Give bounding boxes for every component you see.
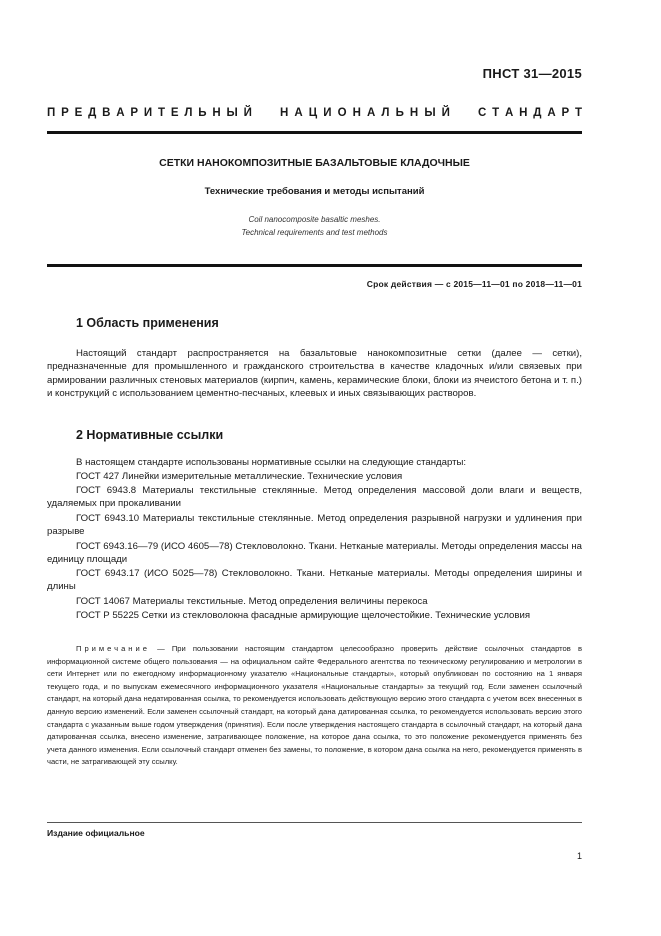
- standard-type-word-2: Н А Ц И О Н А Л Ь Н Ы Й: [280, 107, 450, 119]
- reference-note: [47, 643, 582, 769]
- document-code: ПНСТ 31—2015: [482, 66, 582, 81]
- section-2-intro: В настоящем стандарте использованы нормативные ссылки на следующие стандарты:: [76, 457, 467, 468]
- standard-type-heading: [47, 107, 582, 119]
- reference-item: ГОСТ Р 55225 Сетки из стекловолокна фасадные армирующие щелочестойкие. Технические условия: [76, 610, 531, 621]
- reference-item: ГОСТ 6943.8 Материалы текстильные стеклянные. Метод определения массовой доли влаги и веществ, удаляемых при прокаливании: [47, 485, 582, 510]
- official-edition-label: Издание официальное: [47, 828, 145, 838]
- english-title-line-2: Technical requirements and test methods: [241, 228, 388, 237]
- title-divider: [47, 264, 582, 267]
- document-subtitle: Технические требования и методы испытаний: [204, 186, 425, 197]
- footer-divider: [47, 822, 582, 823]
- header-divider: [47, 131, 582, 134]
- standard-type-word-3: С Т А Н Д А Р Т: [478, 107, 582, 119]
- section-1-heading: 1 Область применения: [76, 316, 219, 330]
- reference-item: ГОСТ 14067 Материалы текстильные. Метод определения величины перекоса: [76, 596, 428, 607]
- document-title: СЕТКИ НАНОКОМПОЗИТНЫЕ БАЗАЛЬТОВЫЕ КЛАДОЧНЫЕ: [159, 157, 470, 169]
- reference-item: ГОСТ 6943.17 (ИСО 5025—78) Стекловолокно. Ткани. Нетканые материалы. Методы определения ширины и длины: [47, 568, 582, 593]
- reference-item: ГОСТ 6943.10 Материалы текстильные стеклянные. Метод определения разрывной нагрузки и удлинения при разрыве: [47, 513, 582, 538]
- note-text: — При пользовании настоящим стандартом целесообразно проверить действие ссылочных стандартов в информационной системе общего пользования — на официальном сайте Федерального агентства по техническому регулированию и метрологии в сети Интернет или по ежегодному информационному указателю «Национальные стандарты», который опубликован по состоянию на 1 января текущего года, и по выпускам ежемесячного информационного указателя «Национальные стандарты» за текущий год. Если заменен ссылочный стандарт, на который дана недатированная ссылка, то рекомендуется использовать действующую версию этого стандарта с учетом всех внесенных в данную версию изменений. Если заменен ссылочный стандарт, на который дана датированная ссылка, то рекомендуется использовать версию этого стандарта с указанным выше годом утверждения (принятия). Если после утверждения настоящего стандарта в ссылочный стандарт, на который дана датированная ссылка, внесено изменение, затрагивающее положение, на которое дана ссылка, то это положение рекомендуется применять без учета данного изменения. Если ссылочный стандарт отменен без замены, то положение, в котором дана ссылка на него, рекомендуется применять в части, не затрагивающей эту ссылку.: [47, 644, 582, 767]
- page-number: 1: [576, 851, 582, 861]
- section-1-paragraph: Настоящий стандарт распространяется на базальтовые нанокомпозитные сетки (далее — сетки), предназначенные для промышленного и гражданского строительства в качестве кладочных и/или связевых при армировании различных стеновых материалов (кирпич, камень, керамические блоки, блоки из ячеистого бетона и т. п.) и конструкций с использованием цементно-песчаных, клеевых и иных связывающих растворов.: [47, 348, 582, 399]
- reference-item: ГОСТ 6943.16—79 (ИСО 4605—78) Стекловолокно. Ткани. Нетканые материалы. Методы определения массы на единицу площади: [47, 541, 582, 566]
- validity-period: Срок действия — с 2015—11—01 по 2018—11—01: [366, 279, 582, 289]
- reference-item: ГОСТ 427 Линейки измерительные металлические. Технические условия: [76, 471, 403, 482]
- english-title-line-1: Coil nanocomposite basaltic meshes.: [248, 215, 381, 224]
- section-2-heading: 2 Нормативные ссылки: [76, 428, 224, 442]
- standard-type-word-1: П Р Е Д В А Р И Т Е Л Ь Н Ы Й: [47, 107, 252, 119]
- note-label: Примечание: [76, 644, 150, 653]
